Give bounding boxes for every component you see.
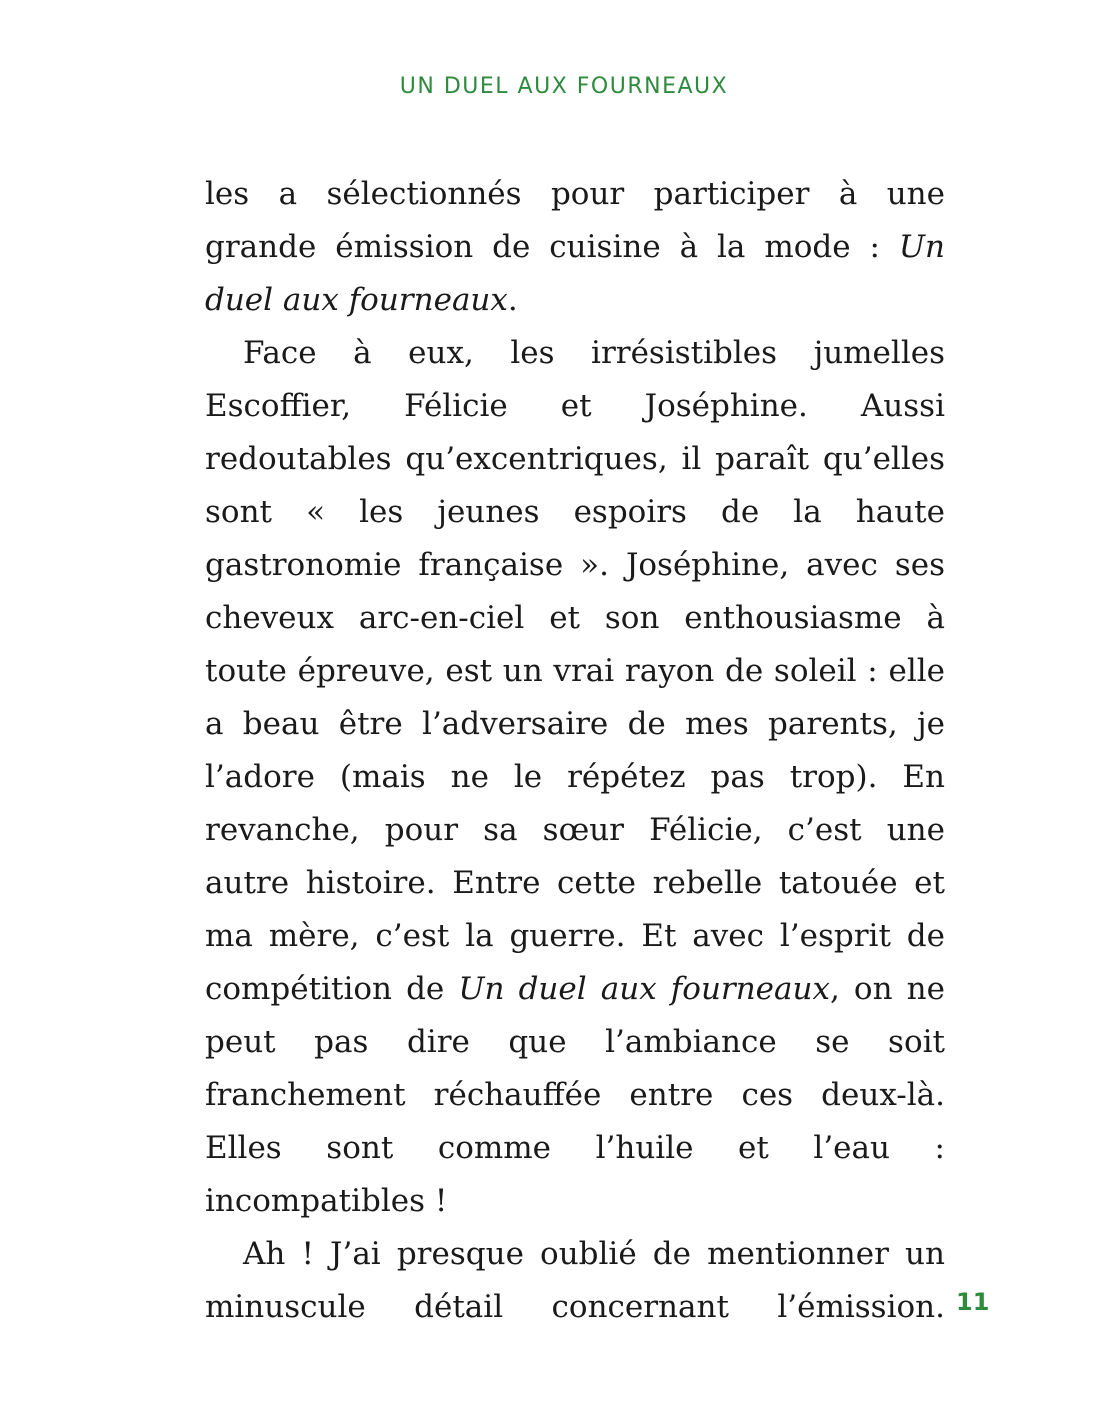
page-number: 11 — [956, 1288, 990, 1316]
paragraph-2-segment: , on ne peut pas dire que l’ambiance se soit franchement réchauffée entre ces deux-là. Elles sont comme l’huile et l’eau : incompatibles ! — [205, 971, 945, 1219]
paragraph-3-segment: Ah ! J’ai presque oublié de mentionner un minuscule détail concernant l’émission. — [205, 1236, 945, 1325]
paragraph-1-segment: . — [507, 282, 518, 318]
paragraph-1-segment: les a sélectionnés pour participer à une grande émission de cuisine à la mode : — [205, 176, 945, 265]
paragraph-2 — [205, 327, 945, 1228]
paragraph-1 — [205, 168, 945, 327]
running-head: UN DUEL AUX FOURNEAUX — [399, 74, 729, 99]
paragraph-2-segment: Face à eux, les irrésistibles jumelles Escoffier, Félicie et Joséphine. Aussi redoutables qu’excentriques, il paraît qu’elles sont « les jeunes espoirs de la haute gastronomie française ». Joséphine, avec ses cheveux arc-en-ciel et son enthousiasme à toute épreuve, est un vrai rayon de soleil : elle a beau être l’adversaire de mes parents, je l’adore (mais ne le répétez pas trop). En revanche, pour sa sœur Félicie, c’est une autre histoire. Entre cette rebelle tatouée et ma mère, c’est la guerre. Et avec l’esprit de compétition de — [205, 335, 945, 1007]
book-title-italic: Un duel aux fourneaux — [458, 971, 830, 1007]
book-title-italic: Un duel aux fourneaux — [205, 229, 945, 318]
body-text — [205, 168, 945, 1334]
paragraph-3 — [205, 1228, 945, 1334]
